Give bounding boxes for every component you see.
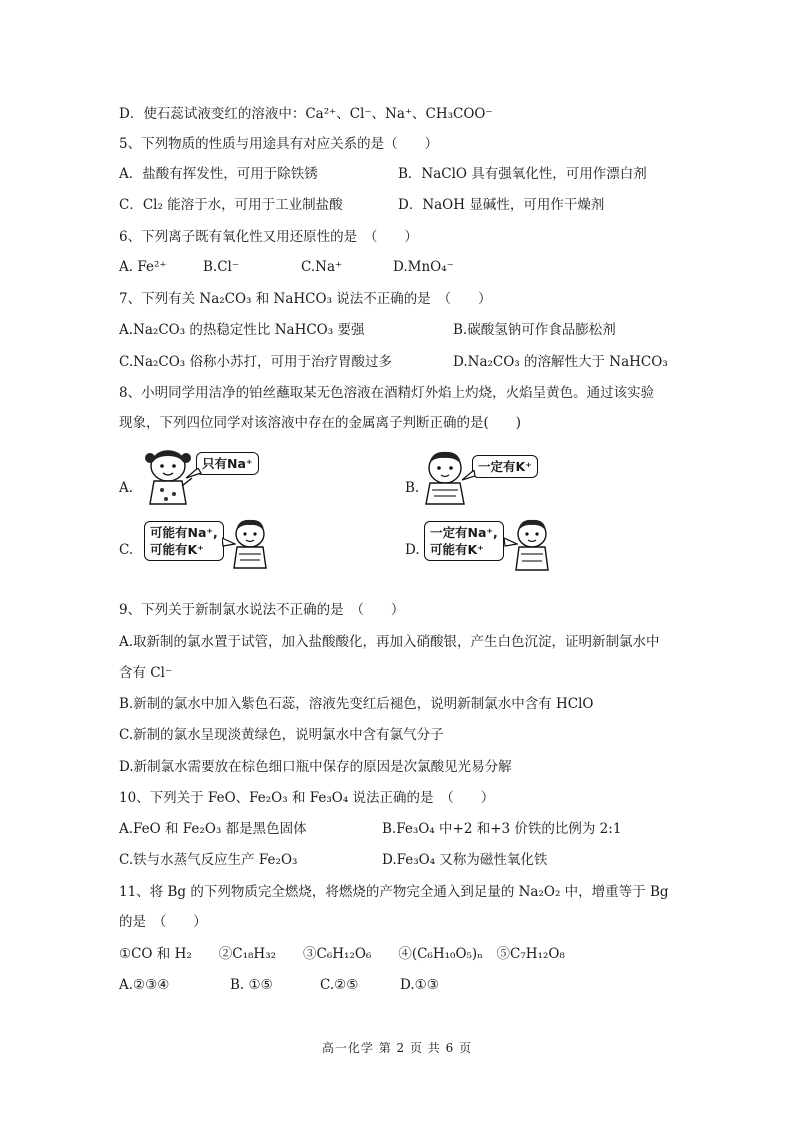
speech-tail-icon [462, 470, 476, 482]
q11-option-b: B. ①⑤ [230, 977, 273, 993]
q5-stem: 5、下列物质的性质与用途具有对应关系的是（ ） [119, 136, 439, 152]
q8-stem-line1: 8、小明同学用洁净的铂丝蘸取某无色溶液在酒精灯外焰上灼烧，火焰呈黄色。通过该实验 [119, 385, 655, 401]
q6-stem: 6、下列离子既有氧化性又用还原性的是 （ ） [119, 229, 418, 245]
q4-option-d: D．使石蕊试液变红的溶液中：Ca²⁺、Cl⁻、Na⁺、CH₃COO⁻ [119, 106, 493, 122]
q5-option-d: D．NaOH 显碱性，可用作干燥剂 [398, 197, 605, 213]
boy-cartoon-icon [230, 516, 270, 572]
q6-option-c: C.Na⁺ [301, 259, 343, 275]
q5-option-c: C．Cl₂ 能溶于水，可用于工业制盐酸 [119, 197, 343, 213]
q11-stem-line1: 11、将 Bg 的下列物质完全燃烧，将燃烧的产物完全通入到足量的 Na₂O₂ 中，增重等于 Bg [119, 884, 669, 900]
q9-option-a-line1: A.取新制的氯水置于试管，加入盐酸酸化，再加入硝酸银，产生白色沉淀，证明新制氯水中 [119, 634, 660, 650]
q8-option-d-bubble-line2: 可能有K⁺ [430, 542, 484, 557]
q9-option-a-line2: 含有 Cl⁻ [119, 665, 173, 681]
q6-option-b: B.Cl⁻ [203, 259, 239, 275]
q7-stem: 7、下列有关 Na₂CO₃ 和 NaHCO₃ 说法不正确的是 （ ） [119, 291, 492, 307]
q11-items: ①CO 和 H₂ ②C₁₈H₃₂ ③C₆H₁₂O₆ ④(C₆H₁₀O₅)ₙ ⑤C₇H₁₂O₈ [119, 946, 565, 962]
q8-option-d-letter: D. [405, 542, 420, 558]
q7-option-d: D.Na₂CO₃ 的溶解性大于 NaHCO₃ [453, 354, 668, 370]
q8-option-c-bubble-line1: 可能有Na⁺, [150, 525, 218, 540]
q9-option-d: D.新制氯水需要放在棕色细口瓶中保存的原因是次氯酸见光易分解 [119, 759, 512, 775]
q9-option-c: C.新制的氯水呈现淡黄绿色，说明氯水中含有氯气分子 [119, 727, 444, 743]
q9-option-b: B.新制的氯水中加入紫色石蕊，溶液先变红后褪色，说明新制氯水中含有 HClO [119, 696, 594, 712]
q11-stem-line2: 的是 （ ） [119, 914, 207, 930]
q8-option-b-bubble [472, 455, 538, 478]
q8-option-d-bubble [424, 521, 504, 561]
q6-option-a: A. Fe²⁺ [119, 259, 167, 275]
speech-tail-icon [186, 468, 202, 480]
q7-option-a: A.Na₂CO₃ 的热稳定性比 NaHCO₃ 要强 [119, 322, 365, 338]
q10-option-d: D.Fe₃O₄ 又称为磁性氧化铁 [382, 852, 548, 868]
q5-option-a: A．盐酸有挥发性，可用于除铁锈 [119, 166, 318, 182]
q8-option-b-bubble-text: 一定有K⁺ [478, 459, 532, 474]
q11-option-c: C.②⑤ [320, 977, 359, 993]
q8-option-c-bubble-line2: 可能有K⁺ [150, 542, 204, 557]
page-footer: 高一化学 第 2 页 共 6 页 [321, 1041, 473, 1055]
q5-option-b: B．NaClO 具有强氧化性，可用作漂白剂 [398, 166, 647, 182]
q6-option-d: D.MnO₄⁻ [393, 259, 454, 275]
q8-option-d-bubble-line1: 一定有Na⁺, [430, 525, 498, 540]
q8-option-a-bubble-text: 只有Na⁺ [202, 456, 253, 471]
q10-option-c: C.铁与水蒸气反应生产 Fe₂O₃ [119, 852, 298, 868]
q8-option-b-letter: B. [405, 480, 420, 496]
q9-stem: 9、下列关于新制氯水说法不正确的是 （ ） [119, 602, 405, 618]
q11-option-a: A.②③④ [119, 977, 170, 993]
q8-option-a-bubble [196, 452, 259, 475]
q10-option-a: A.FeO 和 Fe₂O₃ 都是黑色固体 [119, 821, 307, 837]
q8-option-c-letter: C. [119, 542, 134, 558]
q8-option-a-letter: A. [119, 480, 134, 496]
q10-option-b: B.Fe₃O₄ 中+2 和+3 价铁的比例为 2:1 [382, 821, 622, 837]
q8-stem-line2: 现象，下列四位同学对该溶液中存在的金属离子判断正确的是( ) [119, 415, 522, 431]
q7-option-c: C.Na₂CO₃ 俗称小苏打，可用于治疗胃酸过多 [119, 354, 393, 370]
q10-stem: 10、下列关于 FeO、Fe₂O₃ 和 Fe₃O₄ 说法正确的是 （ ） [119, 790, 495, 806]
boy-cartoon-icon [512, 516, 552, 574]
q8-option-c-bubble [144, 521, 224, 561]
q11-option-d: D.①③ [400, 977, 439, 993]
q7-option-b: B.碳酸氢钠可作食品膨松剂 [453, 322, 616, 338]
